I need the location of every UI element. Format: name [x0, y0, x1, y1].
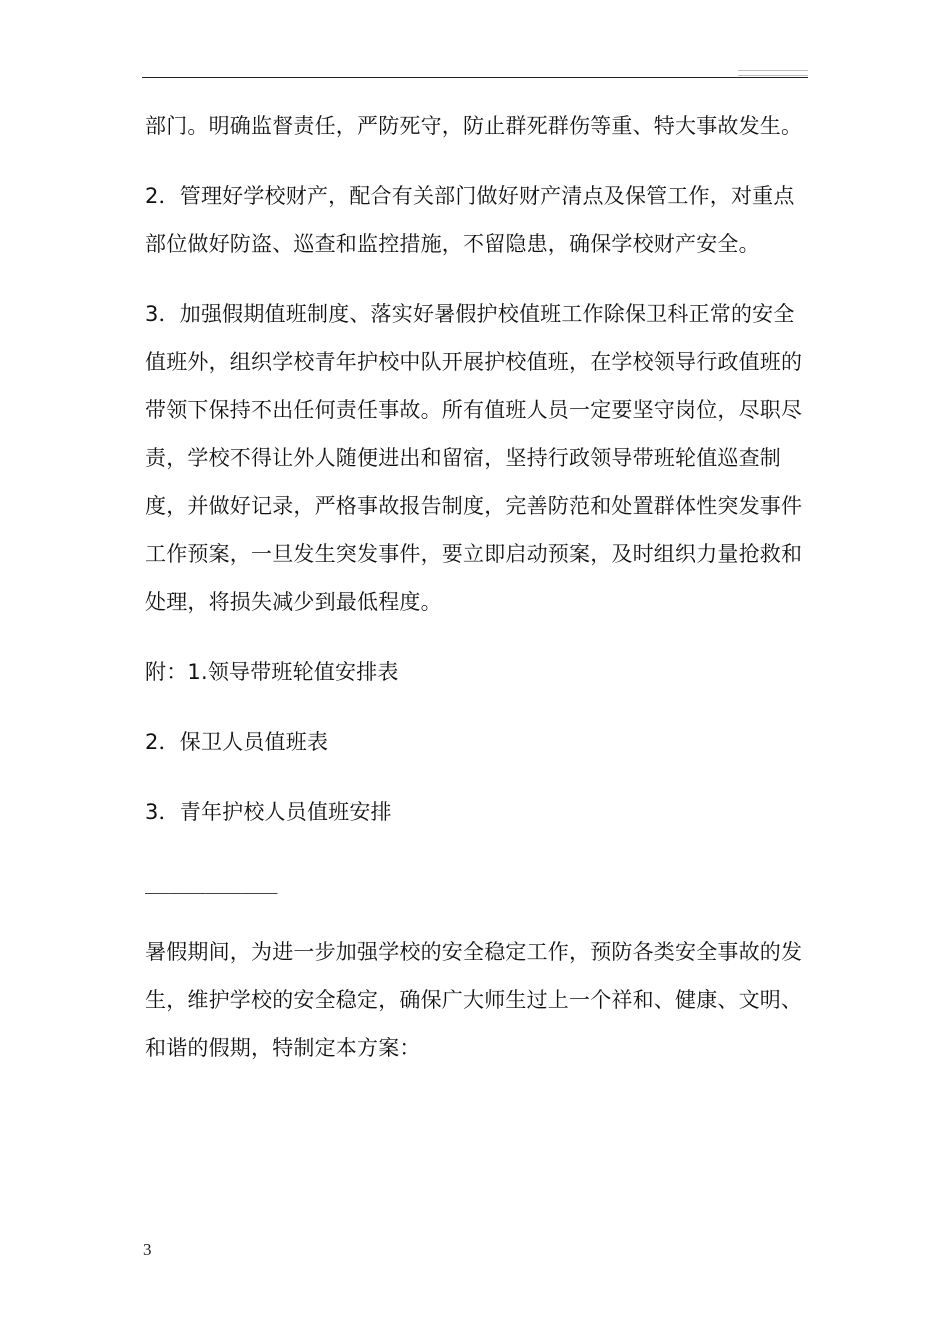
document-body: [145, 102, 810, 1094]
paragraph-continuation: 部门。明确监督责任，严防死守，防止群死群伤等重、特大事故发生。: [145, 114, 803, 138]
attachment-line-1: 附：1.领导带班轮值安排表: [145, 660, 399, 684]
intro-paragraph: 暑假期间，为进一步加强学校的安全稳定工作，预防各类安全事故的发生，维护学校的安全稳定，确保广大师生过上一个祥和、健康、文明、和谐的假期，特制定本方案：: [145, 940, 803, 1060]
header-rule: [142, 77, 808, 78]
paragraph-item-2: 2．管理好学校财产，配合有关部门做好财产清点及保管工作，对重点部位做好防盗、巡查和监控措施，不留隐患，确保学校财产安全。: [145, 184, 795, 256]
section-divider: ___________: [145, 870, 278, 894]
paragraph-item-3: 3．加强假期值班制度、落实好暑假护校值班工作除保卫科正常的安全值班外，组织学校青年护校中队开展护校值班，在学校领导行政值班的带领下保持不出任何责任事故。所有值班人员一定要坚守岗位，尽职尽责，学校不得让外人随便进出和留宿，坚持行政领导带班轮值巡查制度，并做好记录，严格事故报告制度，完善防范和处置群体性突发事件工作预案，一旦发生突发事件，要立即启动预案，及时组织力量抢救和处理，将损失减少到最低程度。: [145, 302, 803, 614]
page-number: 3: [143, 1240, 152, 1259]
header-mark: [738, 70, 808, 76]
attachment-line-2: 2．保卫人员值班表: [145, 730, 329, 754]
attachment-line-3: 3．青年护校人员值班安排: [145, 800, 392, 824]
